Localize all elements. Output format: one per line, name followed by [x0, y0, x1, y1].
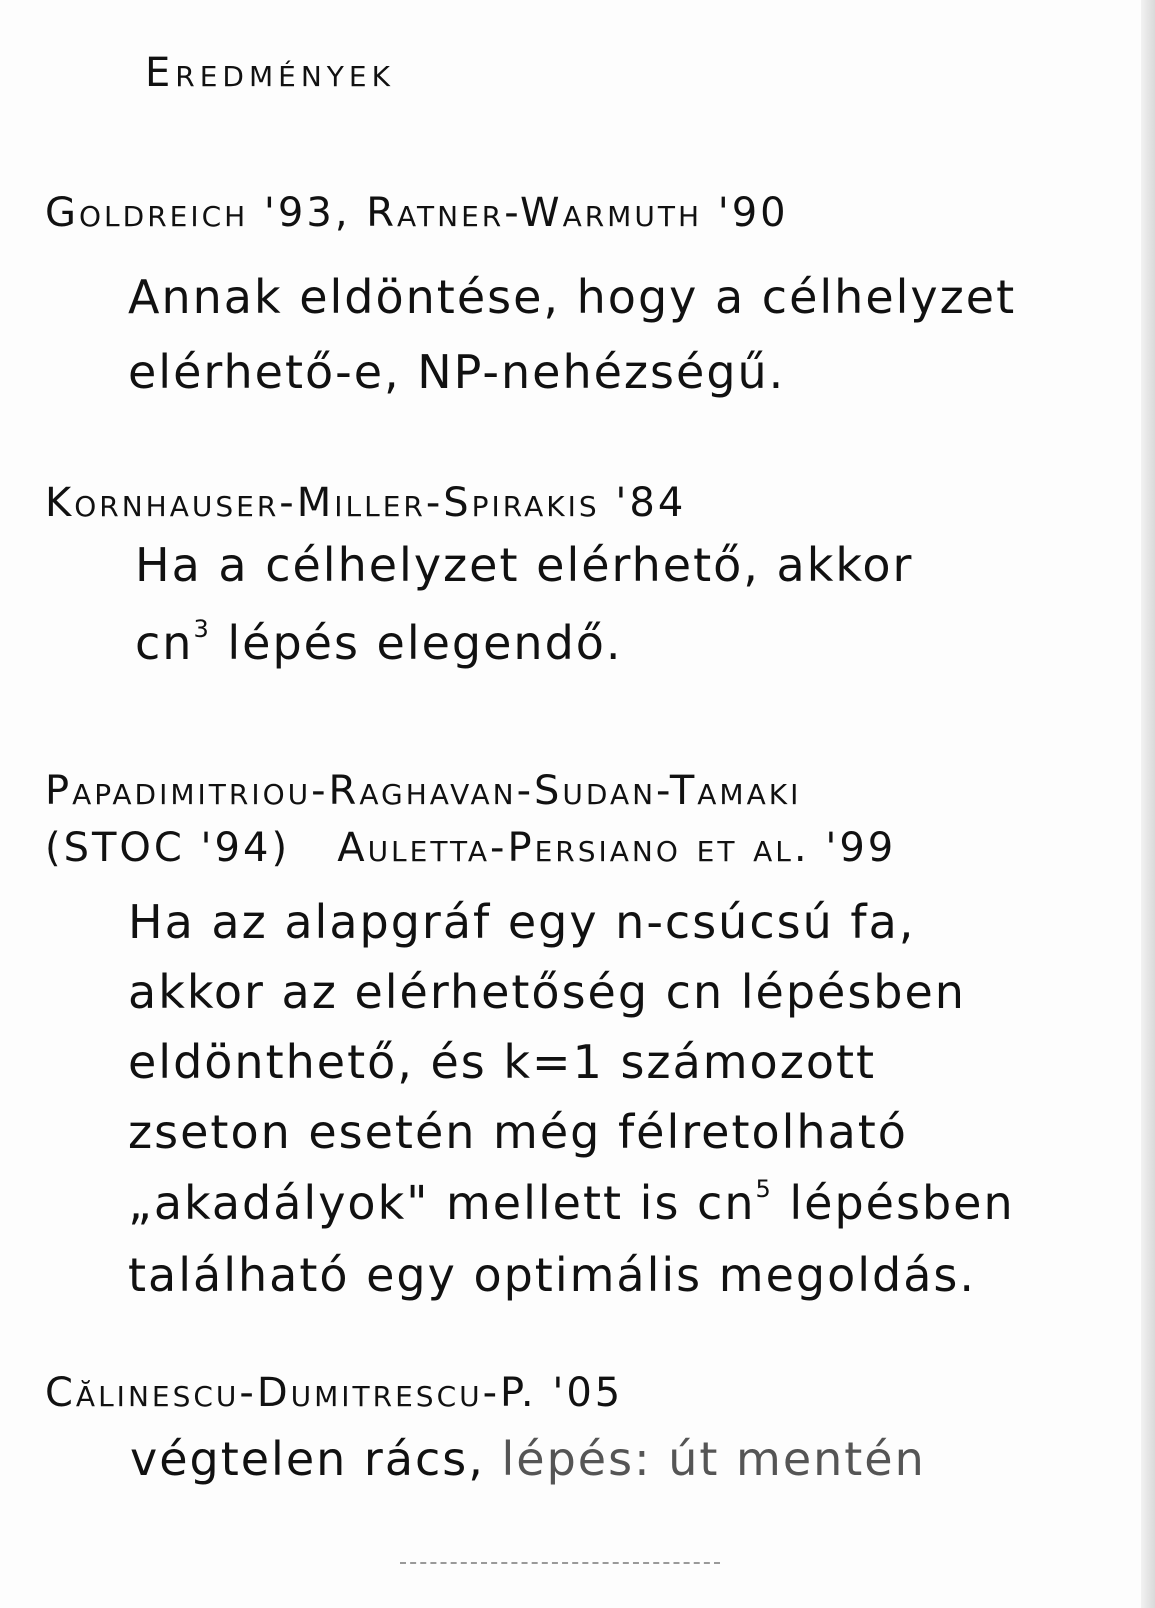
section-2-reference: Kornhauser-Miller-Spirakis '84 [45, 480, 687, 526]
section-3-body-line-6: található egy optimális megoldás. [128, 1248, 976, 1302]
exponent-5: 5 [755, 1175, 773, 1203]
section-3-body-line-2: akkor az elérhetőség cn lépésben [128, 965, 966, 1019]
section-2-body-line-2-rest: lépés elegendő. [227, 616, 623, 670]
section-4-body-text-dark: végtelen rács, [130, 1432, 485, 1486]
math-cn: cn [135, 616, 194, 670]
section-1-body-line-1: Annak eldöntése, hogy a célhelyzet [128, 270, 1017, 324]
bottom-dashed-line [400, 1562, 720, 1564]
section-4-body-line-1 [130, 1432, 926, 1486]
section-2-body-line-2 [135, 615, 623, 670]
section-2-body-line-1: Ha a célhelyzet elérhető, akkor [135, 538, 914, 592]
section-1-body-line-2: elérhető-e, NP-nehézségű. [128, 345, 786, 399]
section-4-body-text-faint: lépés: út mentén [501, 1432, 926, 1486]
page-edge-shadow [1141, 0, 1155, 1608]
section-3-body-line-5 [128, 1175, 1015, 1230]
section-3-body-line-5-text: „akadályok" mellett is cn [128, 1176, 756, 1230]
section-1-reference: Goldreich '93, Ratner-Warmuth '90 [45, 190, 789, 236]
exponent-3: 3 [193, 615, 211, 643]
section-3-reference-line-1: Papadimitriou-Raghavan-Sudan-Tamaki [45, 768, 802, 814]
section-3-body-line-4: zseton esetén még félretolható [128, 1105, 908, 1159]
section-3-body-line-1: Ha az alapgráf egy n-csúcsú fa, [128, 895, 916, 949]
section-3-body-line-3: eldönthető, és k=1 számozott [128, 1035, 877, 1089]
section-3-reference-line-2: (STOC '94) Auletta-Persiano et al. '99 [45, 825, 897, 871]
section-4-reference: Călinescu-Dumitrescu-P. '05 [45, 1370, 624, 1416]
section-3-body-line-5-rest: lépésben [789, 1176, 1015, 1230]
page-title: Eredmények [145, 50, 395, 96]
